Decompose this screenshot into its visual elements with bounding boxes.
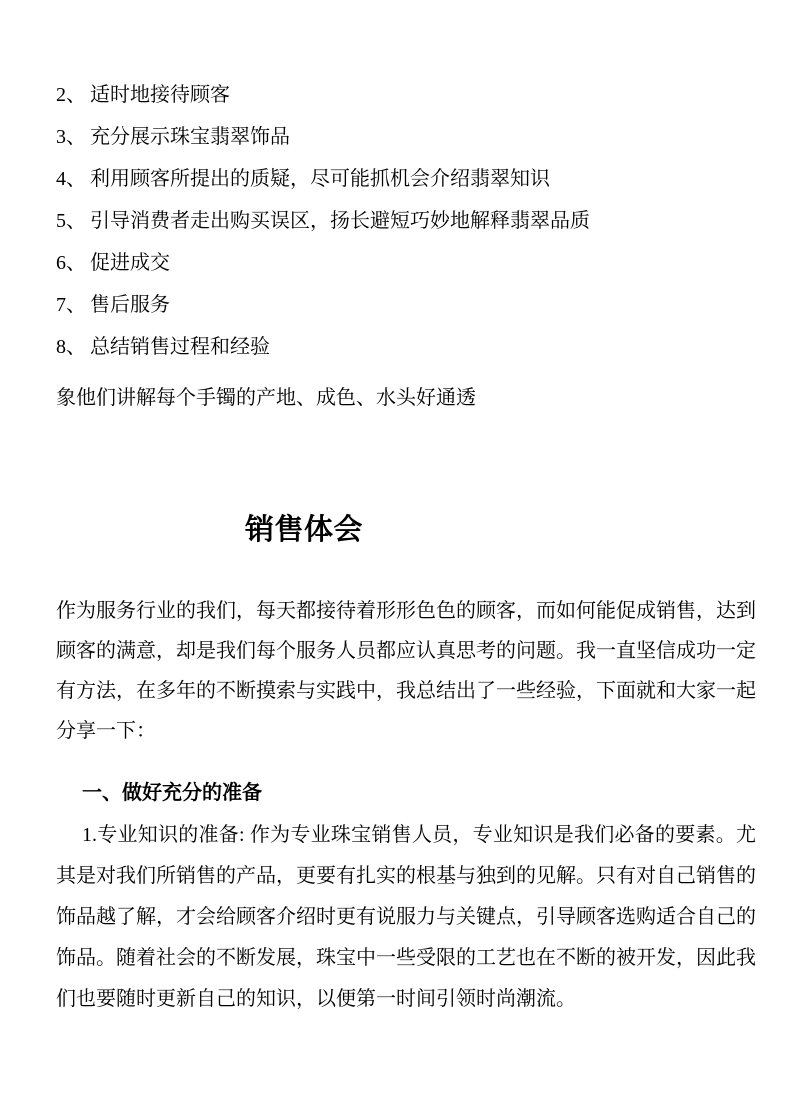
list-item-text: 总结销售过程和经验	[90, 336, 270, 358]
list-item-number: 7、	[56, 294, 86, 316]
list-item-number: 6、	[56, 252, 86, 274]
list-item-number: 5、	[56, 210, 86, 232]
list-item-number: 2、	[56, 84, 86, 106]
numbered-list	[56, 74, 756, 368]
intro-paragraph: 作为服务行业的我们，每天都接待着形形色色的顾客，而如何能促成销售，达到顾客的满意，却是我们每个服务人员都应认真思考的问题。我一直坚信成功一定有方法，在多年的不断摸索与实践中，我总结出了一些经验，下面就和大家一起分享一下：	[56, 600, 756, 742]
list-item-number: 8、	[56, 336, 86, 358]
list-item-number: 4、	[56, 168, 86, 190]
page-title: 销售体会	[245, 514, 364, 546]
list-item-text: 促进成交	[90, 252, 170, 274]
section-heading: 一、做好充分的准备	[82, 782, 262, 804]
list-item	[56, 242, 756, 284]
list-item-text: 利用顾客所提出的质疑，尽可能抓机会介绍翡翠知识	[90, 168, 550, 190]
list-item-text: 售后服务	[90, 294, 170, 316]
list-item	[56, 158, 756, 200]
list-item	[56, 116, 756, 158]
list-item-text: 适时地接待顾客	[90, 84, 230, 106]
list-item-number: 3、	[56, 126, 86, 148]
list-item	[56, 74, 756, 116]
section-body-paragraph: 1.专业知识的准备: 作为专业珠宝销售人员，专业知识是我们必备的要素。尤其是对我们所销售的产品，更要有扎实的根基与独到的见解。只有对自己销售的饰品越了解，才会给顾客介绍时更有说服力与关键点，引导顾客选购适合自己的饰品。随着社会的不断发展，珠宝中一些受限的工艺也在不断的被开发，因此我们也要随时更新自己的知识，以便第一时间引领时尚潮流。	[56, 824, 756, 1010]
list-item	[56, 284, 756, 326]
list-item-text: 充分展示珠宝翡翠饰品	[90, 126, 290, 148]
list-item	[56, 326, 756, 368]
list-item-text: 引导消费者走出购买误区，扬长避短巧妙地解释翡翠品质	[90, 210, 590, 232]
note-line: 象他们讲解每个手镯的产地、成色、水头好通透	[56, 387, 476, 409]
list-item	[56, 200, 756, 242]
